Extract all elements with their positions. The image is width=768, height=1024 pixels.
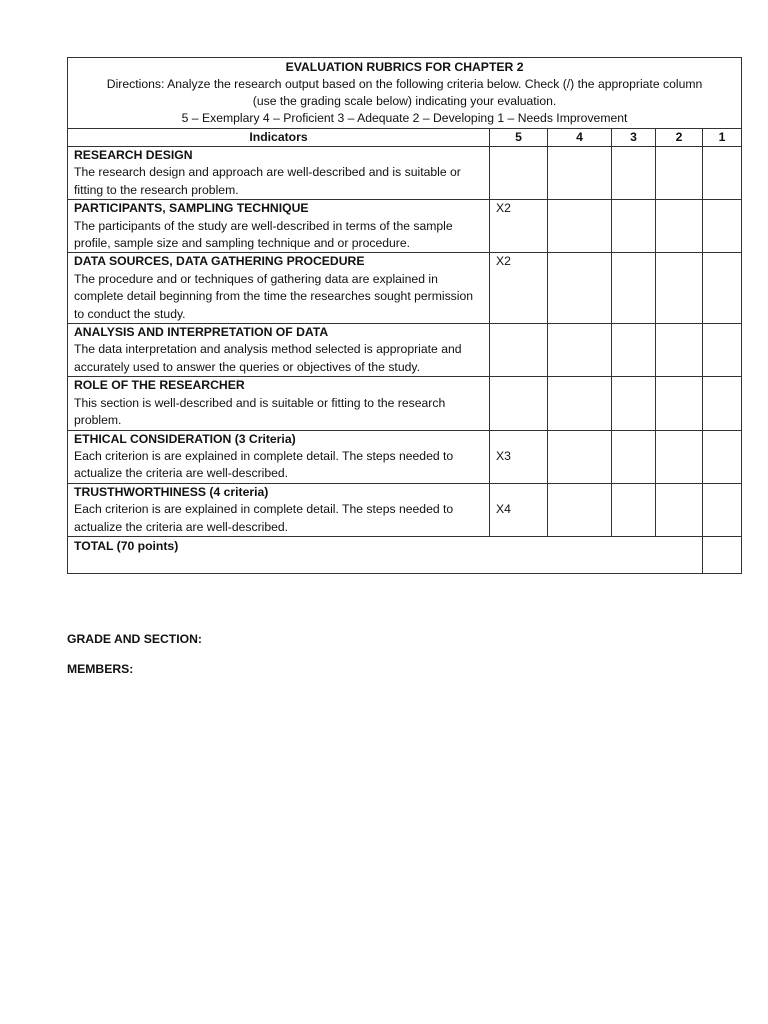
criterion-description: Each criterion is are explained in complete detail. The steps needed to actualize the criteria are well-described. <box>74 502 454 534</box>
score-cell-2[interactable] <box>656 377 703 430</box>
indicator-cell <box>68 483 490 536</box>
score-cell-4[interactable] <box>548 377 612 430</box>
rubric-table <box>67 57 742 574</box>
grade-section-label: GRADE AND SECTION: <box>67 632 202 646</box>
score-cell-2[interactable] <box>656 483 703 536</box>
rubric-grading-scale: 5 – Exemplary 4 – Proficient 3 – Adequate 2 – Developing 1 – Needs Improvement <box>181 111 628 125</box>
rubric-row-data-sources <box>68 253 742 324</box>
score-cell-1[interactable] <box>703 324 742 377</box>
score-cell-3[interactable] <box>612 253 656 324</box>
rubric-directions-line1: Directions: Analyze the research output based on the following criteria below. Check (/) the appropriate column <box>106 77 703 91</box>
score-cell-5[interactable]: X2 <box>490 200 548 253</box>
rubric-directions-line2: (use the grading scale below) indicating your evaluation. <box>252 94 557 108</box>
rubric-row-role-of-researcher <box>68 377 742 430</box>
score-cell-1[interactable] <box>703 147 742 200</box>
score-cell-4[interactable] <box>548 147 612 200</box>
score-cell-4[interactable] <box>548 324 612 377</box>
score-cell-5[interactable] <box>490 324 548 377</box>
criterion-title: DATA SOURCES, DATA GATHERING PROCEDURE <box>74 254 365 269</box>
criterion-title: PARTICIPANTS, SAMPLING TECHNIQUE <box>74 201 309 216</box>
score-cell-3[interactable] <box>612 200 656 253</box>
column-header-row <box>68 129 742 147</box>
total-score-cell[interactable] <box>703 536 742 573</box>
criterion-description: The research design and approach are well-described and is suitable or fitting to the research problem. <box>74 165 461 197</box>
column-header-indicators: Indicators <box>68 129 490 147</box>
rubric-row-research-design <box>68 147 742 200</box>
criterion-title: RESEARCH DESIGN <box>74 148 193 162</box>
total-label: TOTAL (70 points) <box>68 536 703 573</box>
score-cell-5[interactable]: X2 <box>490 253 548 324</box>
criterion-title: ANALYSIS AND INTERPRETATION OF DATA <box>74 325 329 340</box>
score-cell-3[interactable] <box>612 147 656 200</box>
members-label: MEMBERS: <box>67 662 134 676</box>
indicator-cell <box>68 430 490 483</box>
criterion-description: The participants of the study are well-described in terms of the sample profile, sample size and sampling technique and or procedure. <box>74 218 453 251</box>
column-header-3: 3 <box>612 129 656 147</box>
score-cell-2[interactable] <box>656 253 703 324</box>
score-cell-1[interactable] <box>703 200 742 253</box>
indicator-cell <box>68 324 490 377</box>
criterion-title: ETHICAL CONSIDERATION (3 Criteria) <box>74 431 296 446</box>
column-header-2: 2 <box>656 129 703 147</box>
rubric-row-ethical-consideration <box>68 430 742 483</box>
criterion-description: The procedure and or techniques of gathering data are explained in complete detail beginning from the time the researches sought permission to conduct the study. <box>74 271 474 321</box>
indicator-cell <box>68 147 490 200</box>
score-cell-3[interactable] <box>612 377 656 430</box>
score-cell-2[interactable] <box>656 200 703 253</box>
score-cell-2[interactable] <box>656 147 703 200</box>
score-cell-5[interactable]: X3 <box>490 430 548 483</box>
criterion-title: ROLE OF THE RESEARCHER <box>74 378 245 393</box>
rubric-row-analysis <box>68 324 742 377</box>
criterion-title: TRUSTHWORTHINESS (4 criteria) <box>74 484 269 499</box>
column-header-5: 5 <box>490 129 548 147</box>
score-cell-4[interactable] <box>548 483 612 536</box>
score-cell-1[interactable] <box>703 377 742 430</box>
total-row <box>68 536 742 573</box>
indicator-cell <box>68 200 490 253</box>
column-header-4: 4 <box>548 129 612 147</box>
score-cell-2[interactable] <box>656 430 703 483</box>
criterion-description: This section is well-described and is suitable or fitting to the research problem. <box>74 395 446 428</box>
score-cell-3[interactable] <box>612 324 656 377</box>
rubric-header <box>68 58 742 129</box>
indicator-cell <box>68 253 490 324</box>
column-header-1: 1 <box>703 129 742 147</box>
score-cell-5[interactable] <box>490 147 548 200</box>
rubric-row-trustworthiness <box>68 483 742 536</box>
score-cell-1[interactable] <box>703 430 742 483</box>
indicator-cell <box>68 377 490 430</box>
score-cell-4[interactable] <box>548 253 612 324</box>
score-cell-5[interactable] <box>490 377 548 430</box>
score-cell-4[interactable] <box>548 200 612 253</box>
score-cell-1[interactable] <box>703 483 742 536</box>
criterion-description: Each criterion is are explained in complete detail. The steps needed to actualize the criteria are well-described. <box>74 448 454 481</box>
score-cell-3[interactable] <box>612 483 656 536</box>
score-cell-4[interactable] <box>548 430 612 483</box>
score-cell-2[interactable] <box>656 324 703 377</box>
score-cell-1[interactable] <box>703 253 742 324</box>
rubric-row-participants <box>68 200 742 253</box>
rubric-title: EVALUATION RUBRICS FOR CHAPTER 2 <box>285 60 524 74</box>
score-cell-5[interactable]: X4 <box>490 483 548 536</box>
criterion-description: The data interpretation and analysis method selected is appropriate and accurately used to answer the queries or objectives of the study. <box>74 342 462 374</box>
score-cell-3[interactable] <box>612 430 656 483</box>
evaluation-rubric <box>67 57 741 574</box>
